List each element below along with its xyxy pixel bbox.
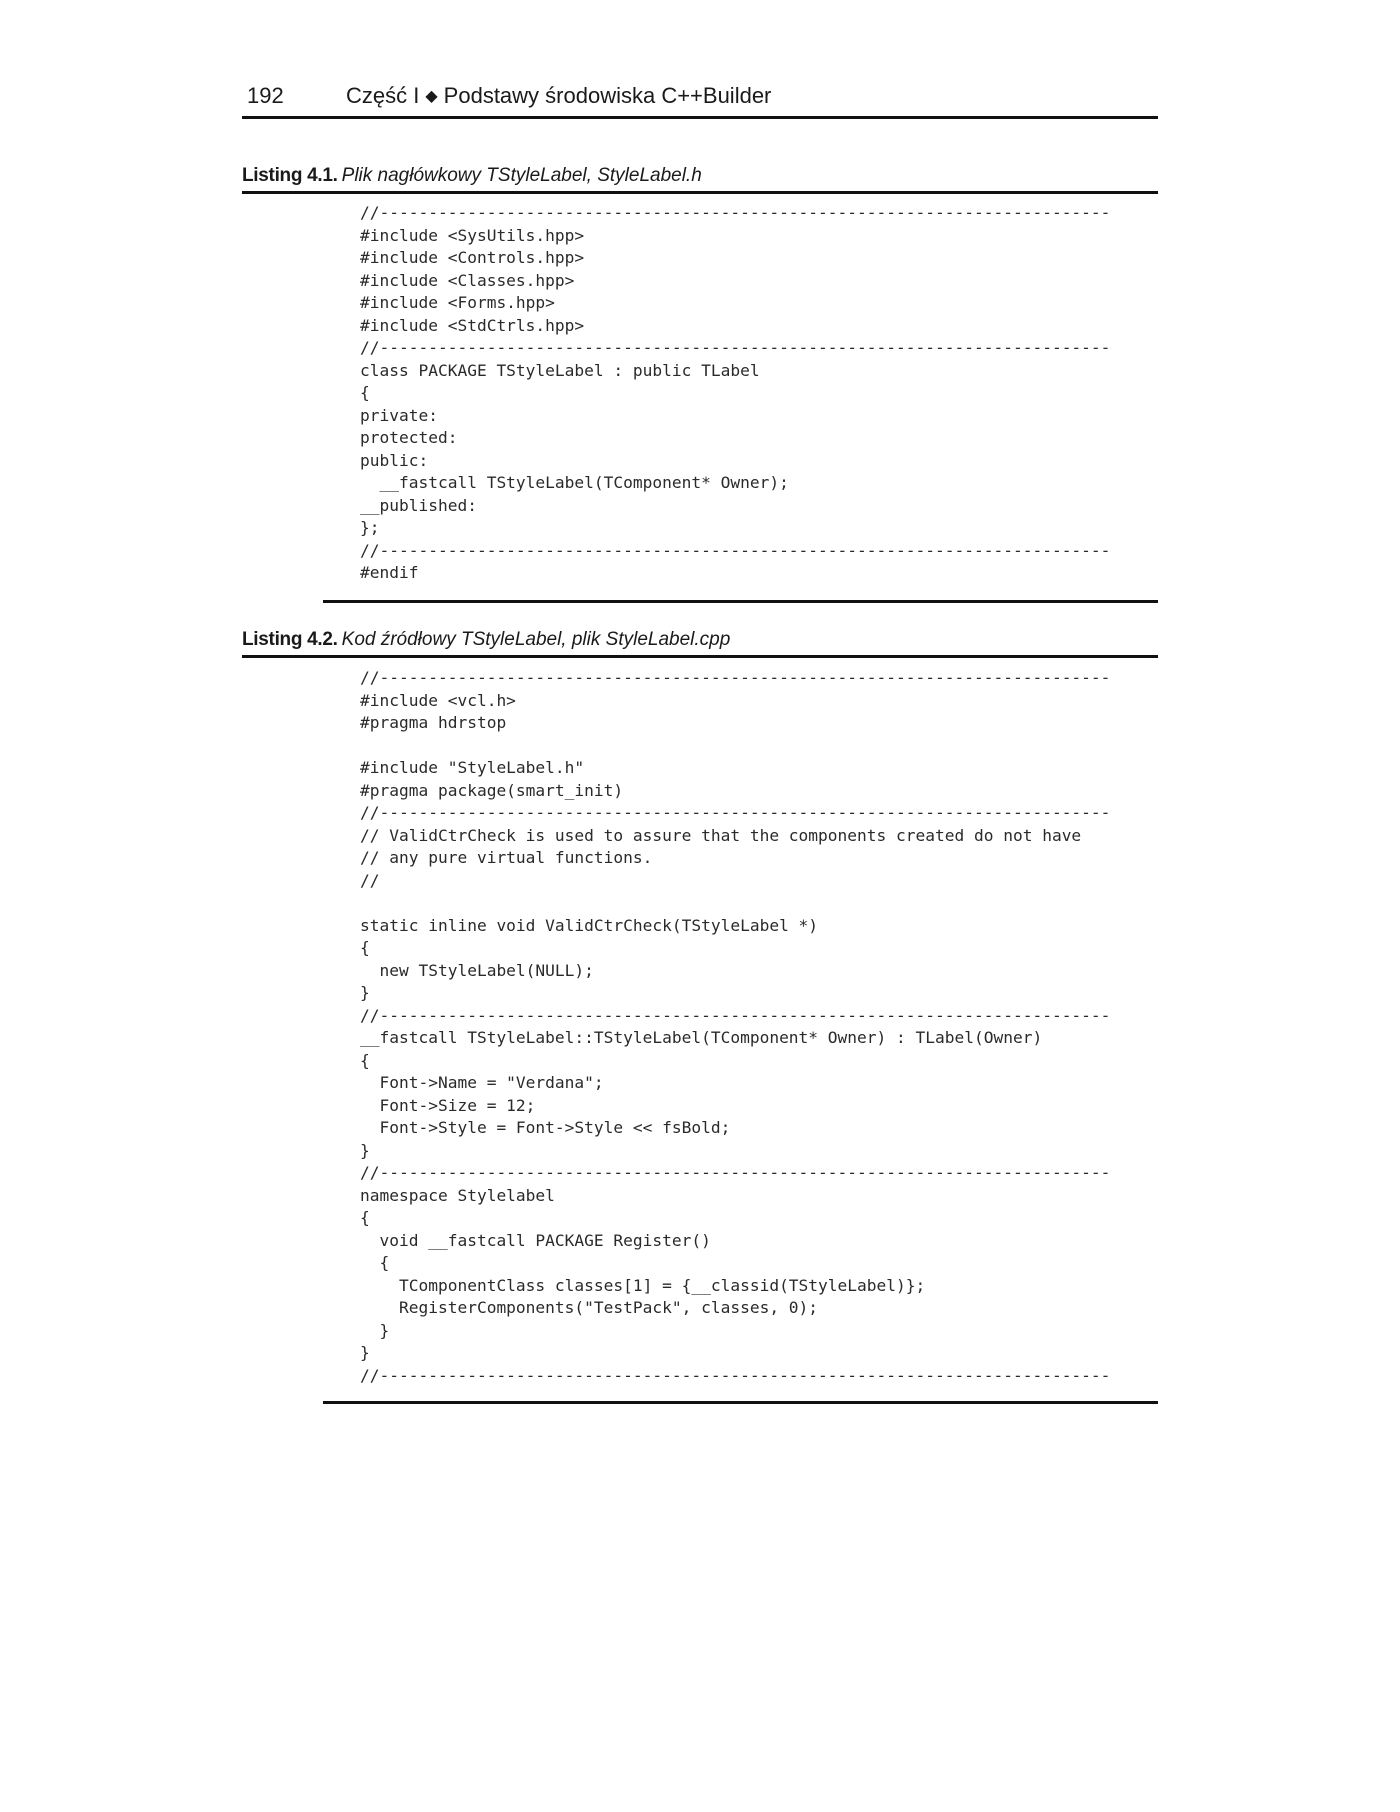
code-line: #include <vcl.h> <box>360 690 516 710</box>
code-line: #include <Forms.hpp> <box>360 293 555 312</box>
code-line: TComponentClass classes[1] = {__classid(TStyleLabel)}; <box>360 1275 926 1295</box>
code-line: //--------------------------------------------------------------------------- <box>360 203 1111 222</box>
diamond-icon: ◆ <box>425 88 438 105</box>
listing-4-2-title <box>242 627 1158 658</box>
code-line: #pragma hdrstop <box>360 713 507 732</box>
code-line: __fastcall TStyleLabel(TComponent* Owner); <box>360 473 789 492</box>
code-line: namespace Stylelabel <box>360 1185 555 1205</box>
code-line: #pragma package(smart_init) <box>360 780 624 800</box>
code-line: }; <box>360 518 380 537</box>
listing-4-2-caption: Kod źródłowy TStyleLabel, plik StyleLabel.cpp <box>341 629 731 650</box>
code-line: Font->Name = "Verdana"; <box>360 1073 604 1092</box>
code-line: static inline void ValidCtrCheck(TStyleLabel *) <box>360 915 819 935</box>
listing-4-2-code <box>360 667 1110 1387</box>
code-line: // <box>360 870 380 890</box>
code-line: Font->Style = Font->Style << fsBold; <box>360 1118 731 1137</box>
part-title-subject: Podstawy środowiska C++Builder <box>443 83 772 108</box>
listing-4-1-end-rule <box>323 600 1158 603</box>
code-line: #endif <box>360 563 419 582</box>
code-line: //--------------------------------------------------------------------------- <box>360 338 1111 357</box>
code-line: { <box>360 1050 370 1070</box>
code-line: { <box>360 938 370 957</box>
part-title-part: Część I <box>346 83 420 108</box>
code-line: } <box>360 1320 390 1340</box>
code-line <box>360 892 1110 915</box>
code-line: protected: <box>360 428 458 447</box>
page-number: 192 <box>247 83 284 108</box>
code-line: __fastcall TStyleLabel::TStyleLabel(TComponent* Owner) : TLabel(Owner) <box>360 1028 1043 1047</box>
code-line: #include "StyleLabel.h" <box>360 758 585 777</box>
code-line: #include <Classes.hpp> <box>360 270 575 290</box>
listing-4-2-label: Listing 4.2. <box>242 629 338 650</box>
code-line: // ValidCtrCheck is used to assure that the components created do not have <box>360 825 1082 845</box>
code-line: } <box>360 983 370 1002</box>
code-line: #include <Controls.hpp> <box>360 248 585 267</box>
code-line <box>360 735 1110 758</box>
running-header <box>242 82 1158 119</box>
code-line: //--------------------------------------------------------------------------- <box>360 668 1111 687</box>
code-line: class PACKAGE TStyleLabel : public TLabel <box>360 360 760 380</box>
code-line: //--------------------------------------------------------------------------- <box>360 1005 1111 1025</box>
listing-4-1-code <box>360 202 1110 585</box>
code-line: Font->Size = 12; <box>360 1095 536 1115</box>
code-line: // any pure virtual functions. <box>360 848 653 867</box>
code-line: void __fastcall PACKAGE Register() <box>360 1230 711 1250</box>
code-line: } <box>360 1140 370 1160</box>
code-line: //--------------------------------------------------------------------------- <box>360 1365 1111 1385</box>
code-line: //--------------------------------------------------------------------------- <box>360 803 1111 822</box>
listing-4-2-end-rule <box>323 1401 1158 1404</box>
code-line: { <box>360 1208 370 1227</box>
listing-4-1-title <box>242 163 1158 194</box>
code-line: //--------------------------------------------------------------------------- <box>360 540 1111 560</box>
listing-4-1-caption: Plik nagłówkowy TStyleLabel, StyleLabel.h <box>341 165 702 186</box>
code-line: #include <StdCtrls.hpp> <box>360 315 585 335</box>
code-line: //--------------------------------------------------------------------------- <box>360 1163 1111 1182</box>
code-line: #include <SysUtils.hpp> <box>360 225 585 245</box>
code-line: public: <box>360 450 429 470</box>
code-line: new TStyleLabel(NULL); <box>360 960 594 980</box>
code-line: } <box>360 1343 370 1362</box>
code-line: { <box>360 1253 390 1272</box>
code-line: private: <box>360 405 438 425</box>
code-line: __published: <box>360 495 477 515</box>
listing-4-1-label: Listing 4.1. <box>242 165 338 186</box>
part-title <box>346 82 771 111</box>
code-line: { <box>360 383 370 402</box>
code-line: RegisterComponents("TestPack", classes, 0); <box>360 1298 819 1317</box>
